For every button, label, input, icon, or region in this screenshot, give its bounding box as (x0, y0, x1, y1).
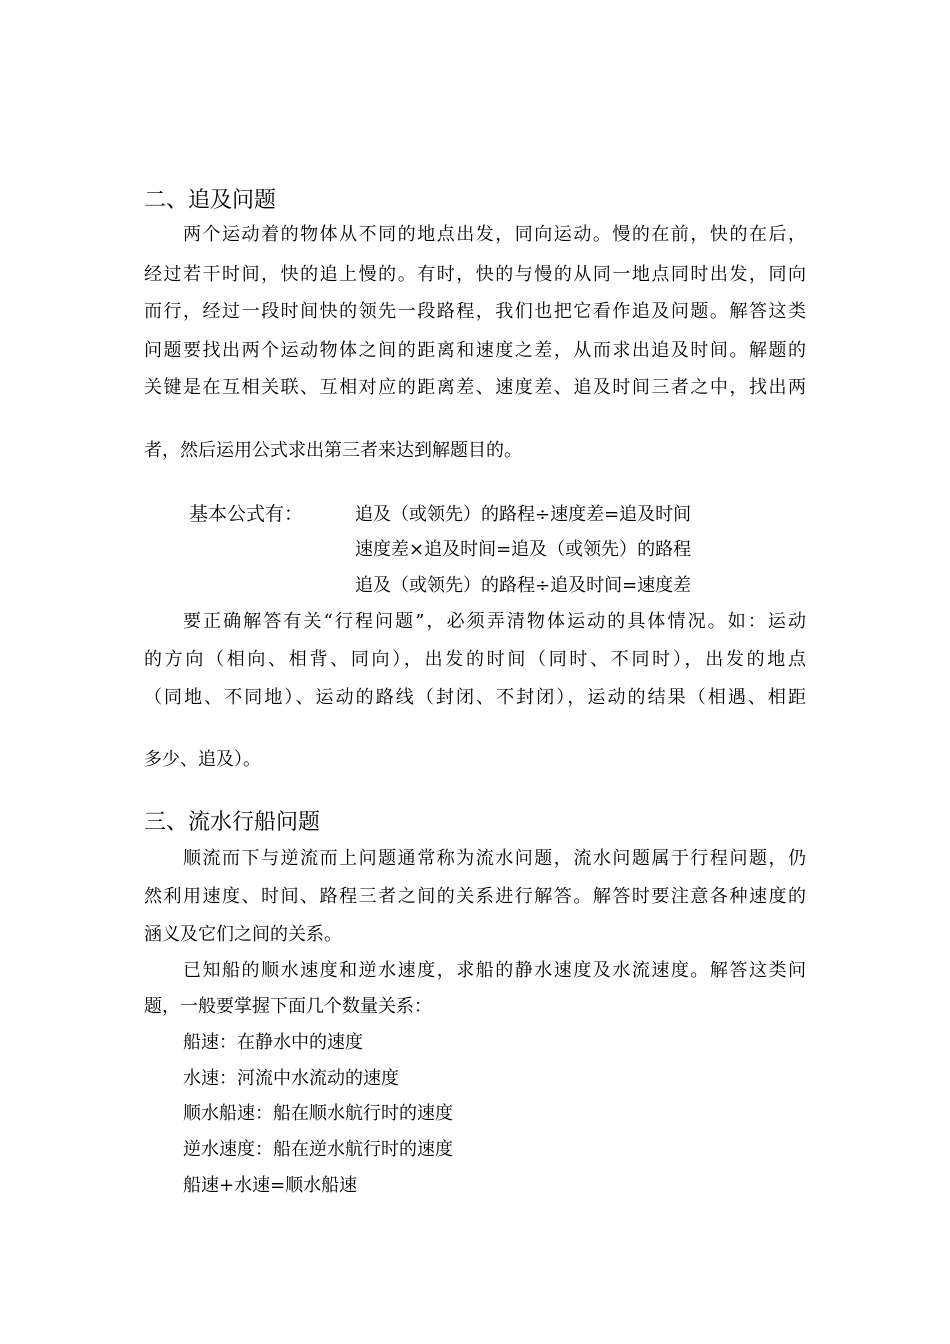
paragraph-line: 顺流而下与逆流而上问题通常称为流水问题，流水问题属于行程问题，仍 (183, 848, 806, 869)
paragraph-line: 而行，经过一段时间快的领先一段路程，我们也把它看作追及问题。解答这类 (144, 301, 806, 322)
definition-line: 船速：在静水中的速度 (183, 1032, 363, 1053)
paragraph-line: 已知船的顺水速度和逆水速度，求船的静水速度及水流速度。解答这类问 (183, 960, 806, 981)
definition-line: 水速：河流中水流动的速度 (183, 1068, 399, 1089)
section-heading-chase: 二、追及问题 (144, 188, 277, 213)
paragraph-line: 涵义及它们之间的关系。 (144, 924, 342, 945)
paragraph-line: （同地、不同地）、运动的路线（封闭、不封闭），运动的结果（相遇、相距 (144, 687, 806, 708)
paragraph-line: 关键是在互相关联、互相对应的距离差、速度差、追及时间三者之中，找出两 (144, 377, 806, 398)
section-heading-stream: 三、流水行船问题 (144, 810, 321, 835)
formula-line: 追及（或领先）的路程÷速度差=追及时间 (355, 504, 692, 525)
definition-line: 逆水速度：船在逆水航行时的速度 (183, 1139, 453, 1160)
definition-line: 顺水船速：船在顺水航行时的速度 (183, 1103, 453, 1124)
paragraph-line: 者，然后运用公式求出第三者来达到解题目的。 (144, 440, 522, 461)
definition-line: 船速+水速=顺水船速 (183, 1175, 358, 1196)
paragraph-line: 然利用速度、时间、路程三者之间的关系进行解答。解答时要注意各种速度的 (144, 886, 806, 907)
paragraph-line: 要正确解答有关“行程问题”，必须弄清物体运动的具体情况。如：运动 (183, 611, 806, 632)
formula-line: 追及（或领先）的路程÷追及时间=速度差 (355, 575, 692, 596)
paragraph-line: 的方向（相向、相背、同向），出发的时间（同时、不同时），出发的地点 (144, 649, 806, 670)
formula-label: 基本公式有： (189, 503, 304, 525)
paragraph-line: 经过若干时间，快的追上慢的。有时，快的与慢的从同一地点同时出发，同向 (144, 264, 806, 285)
paragraph-line: 问题要找出两个运动物体之间的距离和速度之差，从而求出追及时间。解题的 (144, 340, 806, 361)
formula-line: 速度差×追及时间=追及（或领先）的路程 (355, 539, 692, 560)
paragraph-line: 多少、追及）。 (144, 749, 261, 770)
paragraph-line: 两个运动着的物体从不同的地点出发，同向运动。慢的在前，快的在后， (183, 224, 806, 245)
paragraph-line: 题，一般要掌握下面几个数量关系： (144, 996, 432, 1017)
